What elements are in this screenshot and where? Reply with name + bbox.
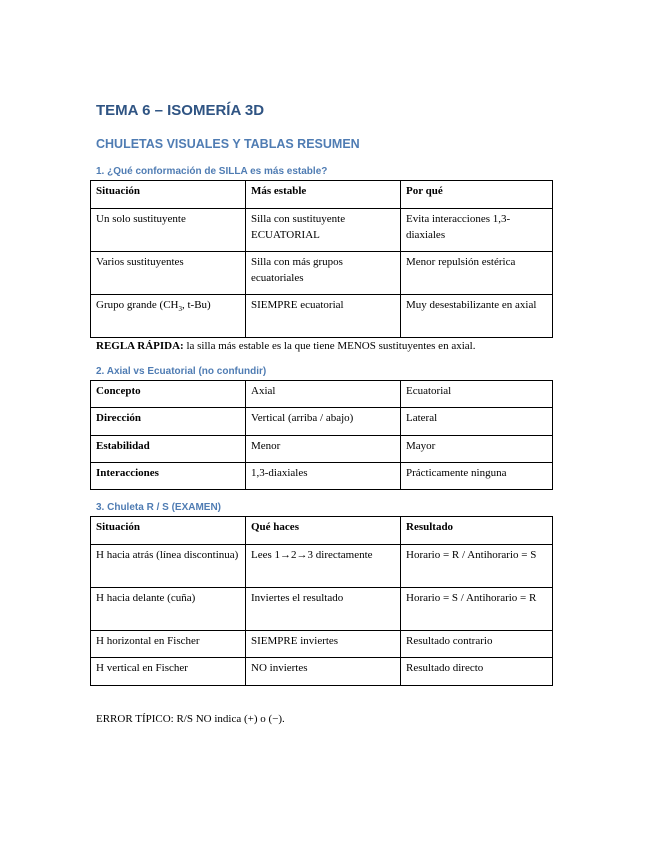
table-cell: Mayor [401,436,553,463]
table-row [91,658,553,686]
table-row [91,463,553,490]
table-header-row [91,517,553,545]
table-row [91,252,553,295]
quick-rule [96,339,475,353]
table-cell: Un solo sustituyente [91,209,246,252]
table-cell: SIEMPRE ecuatorial [246,295,401,338]
table-cell: Concepto [91,381,246,408]
table-cell: Horario = R / Antihorario = S [401,545,553,588]
header-cell: Más estable [246,181,401,209]
subscript: 3 [178,305,182,314]
table-cell: Muy desestabilizante en axial [401,295,553,338]
table-cell: Axial [246,381,401,408]
header-cell: Resultado [401,517,553,545]
table-cell: Prácticamente ninguna [401,463,553,490]
document-title: TEMA 6 – ISOMERÍA 3D [96,102,265,119]
table-row [91,209,553,252]
table-cell: Lees 1→2→3 directamente [246,545,401,588]
table-row [91,631,553,658]
table-cell: H vertical en Fischer [91,658,246,686]
table-cell: Menor repulsión estérica [401,252,553,295]
section2-heading: 2. Axial vs Ecuatorial (no confundir) [96,366,267,377]
table-header-row [91,181,553,209]
table-cell [91,295,246,338]
rs-cheatsheet-table [90,516,553,686]
table-cell: Ecuatorial [401,381,553,408]
table-row [91,381,553,408]
document-subtitle: CHULETAS VISUALES Y TABLAS RESUMEN [96,137,360,151]
table-cell: Silla con más grupos ecuatoriales [246,252,401,295]
table-cell: Resultado directo [401,658,553,686]
header-cell: Qué haces [246,517,401,545]
table-cell: 1,3-diaxiales [246,463,401,490]
table-cell: Inviertes el resultado [246,588,401,631]
quick-rule-label: REGLA RÁPIDA: [96,340,184,352]
header-cell: Por qué [401,181,553,209]
table-cell: Resultado contrario [401,631,553,658]
table-cell: SIEMPRE inviertes [246,631,401,658]
table-cell: Dirección [91,408,246,436]
cell-text: , t-Bu) [181,299,211,311]
table-cell: H hacia delante (cuña) [91,588,246,631]
section1-heading: 1. ¿Qué conformación de SILLA es más estable? [96,166,328,177]
table-row [91,436,553,463]
table-cell: Varios sustituyentes [91,252,246,295]
table-cell: Vertical (arriba / abajo) [246,408,401,436]
table-cell: Interacciones [91,463,246,490]
table-row [91,295,553,338]
table-cell: Lateral [401,408,553,436]
typical-error-note: ERROR TÍPICO: R/S NO indica (+) o (−). [96,713,285,725]
table-cell: Estabilidad [91,436,246,463]
table-cell: H hacia atrás (línea discontinua) [91,545,246,588]
cell-text: Grupo grande (CH [96,299,179,311]
table-cell: H horizontal en Fischer [91,631,246,658]
table-cell: Menor [246,436,401,463]
header-cell: Situación [91,181,246,209]
table-row [91,545,553,588]
header-cell: Situación [91,517,246,545]
chair-stability-table [90,180,553,338]
table-row [91,408,553,436]
quick-rule-text: la silla más estable es la que tiene MENOS sustituyentes en axial. [183,340,476,352]
axial-equatorial-table [90,380,553,490]
table-cell: Silla con sustituyente ECUATORIAL [246,209,401,252]
table-row [91,588,553,631]
table-cell: Horario = S / Antihorario = R [401,588,553,631]
section3-heading: 3. Chuleta R / S (EXAMEN) [96,502,222,513]
table-cell: Evita interacciones 1,3-diaxiales [401,209,553,252]
table-cell: NO inviertes [246,658,401,686]
